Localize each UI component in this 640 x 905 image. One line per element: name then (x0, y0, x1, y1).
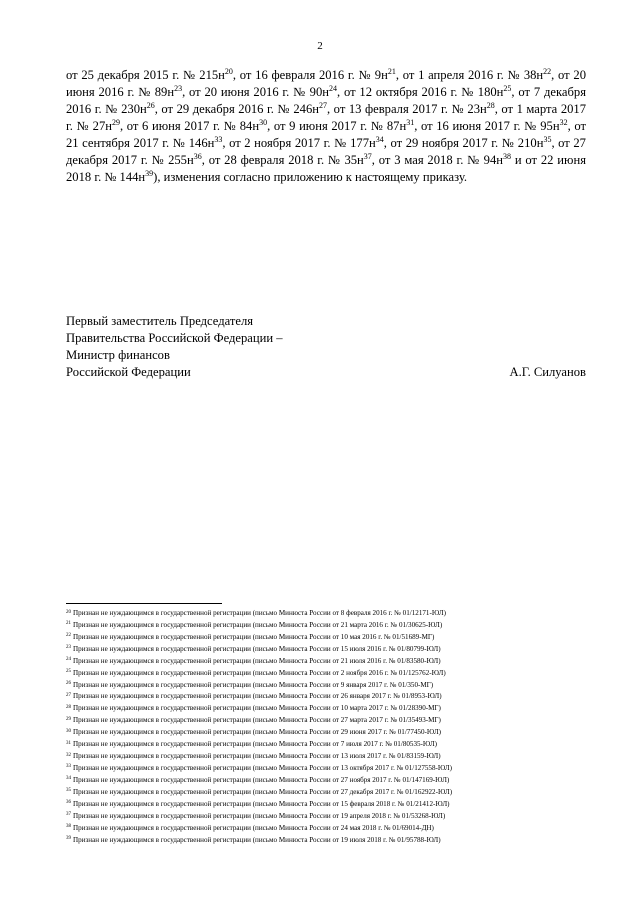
footnote-number: 26 (66, 681, 71, 687)
footnote-item (66, 751, 606, 763)
footnote-item (66, 775, 606, 787)
body-text-fragment: , от 29 декабря 2016 г. № 246н (154, 102, 319, 116)
footnote-text: Признан не нуждающимся в государственной регистрации (письмо Минюста России от 27 марта 2017 г. № 01/35493-МГ) (73, 716, 441, 725)
footnote-number: 25 (66, 669, 71, 675)
footnote-item (66, 656, 606, 668)
footnote-reference: 37 (363, 152, 372, 161)
body-text-fragment: от 25 декабря 2015 г. № 215н (66, 68, 225, 82)
footnote-item (66, 644, 606, 656)
footnote-text: Признан не нуждающимся в государственной регистрации (письмо Минюста России от 19 июля 2018 г. № 01/95788-ЮЛ) (73, 835, 441, 844)
footnote-reference: 21 (387, 67, 396, 76)
footnote-text: Признан не нуждающимся в государственной регистрации (письмо Минюста России от 8 февраля 2016 г. № 01/12171-ЮЛ) (73, 609, 446, 617)
footnotes (66, 608, 606, 846)
body-text-fragment: ), изменения согласно приложению к настоящему приказу. (153, 170, 468, 184)
footnote-reference: 28 (486, 101, 495, 110)
body-text-fragment: , от 6 июня 2017 г. № 84н (120, 119, 260, 133)
footnote-text: Признан не нуждающимся в государственной регистрации (письмо Минюста России от 15 февраля 2018 г. № 01/21412-ЮЛ) (73, 799, 450, 808)
footnote-number: 27 (66, 692, 71, 698)
footnote-number: 32 (66, 752, 71, 758)
footnote-text: Признан не нуждающимся в государственной регистрации (письмо Минюста России от 15 июля 2016 г. № 01/80799-ЮЛ) (73, 644, 441, 653)
footnote-reference: 22 (543, 67, 552, 76)
body-text-fragment: , от 9 июня 2017 г. № 87н (267, 119, 407, 133)
body-text-fragment: , от 13 февраля 2017 г. № 23н (327, 102, 487, 116)
footnote-reference: 31 (406, 118, 415, 127)
body-text-fragment: , от 28 февраля 2018 г. № 35н (201, 153, 364, 167)
footnote-number: 29 (66, 716, 71, 722)
footnote-reference: 39 (145, 169, 154, 178)
footnote-reference: 29 (112, 118, 120, 127)
body-text-fragment: , от 3 мая 2018 г. № 94н (371, 153, 504, 167)
footnote-item (66, 727, 606, 739)
footnote-text: Признан не нуждающимся в государственной регистрации (письмо Минюста России от 9 января 2017 г. № 01/350-МГ) (73, 680, 434, 689)
footnote-number: 33 (66, 764, 71, 770)
footnote-number: 37 (66, 812, 71, 818)
footnote-number: 23 (66, 645, 71, 651)
footnote-text: Признан не нуждающимся в государственной регистрации (письмо Минюста России от 26 января 2017 г. № 01/8953-ЮЛ) (73, 692, 442, 701)
footnote-item (66, 811, 606, 823)
signature-title-line-2: Правительства Российской Федерации – (66, 331, 283, 345)
footnote-reference: 32 (559, 118, 568, 127)
footnote-number: 38 (66, 824, 71, 830)
body-text-fragment: , от 16 июня 2017 г. № 95н (414, 119, 560, 133)
footnote-reference: 38 (503, 152, 512, 161)
body-text-fragment: , от 1 марта 2017 г. № 27н (66, 102, 587, 133)
footnote-text: Признан не нуждающимся в государственной регистрации (письмо Минюста России от 24 мая 2018 г. № 01/69014-ДН) (73, 823, 434, 832)
footnote-text: Признан не нуждающимся в государственной регистрации (письмо Минюста России от 10 мая 2016 г. № 01/51689-МГ) (73, 632, 435, 641)
signature-title-line-4 (66, 364, 586, 381)
footnote-text: Признан не нуждающимся в государственной регистрации (письмо Минюста России от 7 июля 2017 г. № 01/80535-ЮЛ) (73, 740, 438, 749)
signature-title-line-4-text: Российской Федерации (66, 365, 191, 379)
footnote-text: Признан не нуждающимся в государственной регистрации (письмо Минюста России от 19 апреля 2018 г. № 01/53268-ЮЛ) (73, 811, 446, 820)
footnote-number: 36 (66, 800, 71, 806)
body-text-fragment: , от 21 сентября 2017 г. № 146н (66, 119, 586, 150)
footnote-number: 30 (66, 728, 71, 734)
footnote-item (66, 835, 606, 847)
footnote-item (66, 715, 606, 727)
footnote-item (66, 799, 606, 811)
footnote-number: 34 (66, 776, 71, 782)
signature-block (66, 313, 586, 381)
body-paragraph (66, 67, 586, 186)
body-text-fragment: , от 16 февраля 2016 г. № 9н (232, 68, 388, 82)
body-text-fragment: , от 2 ноября 2017 г. № 177н (222, 136, 376, 150)
footnote-reference: 33 (214, 135, 223, 144)
footnote-reference: 23 (174, 84, 183, 93)
footnote-number: 39 (66, 836, 71, 842)
footnote-reference: 30 (259, 118, 268, 127)
footnote-reference: 24 (329, 84, 337, 93)
footnote-number: 24 (66, 657, 71, 663)
footnote-item (66, 632, 606, 644)
footnote-reference: 25 (503, 84, 512, 93)
body-text-fragment: и от 22 июня 2018 г. № 144н (66, 153, 586, 184)
footnote-item (66, 739, 606, 751)
footnote-reference: 34 (375, 135, 384, 144)
footnote-item (66, 691, 606, 703)
footnote-item (66, 668, 606, 680)
footnote-number: 21 (66, 621, 71, 627)
footnote-reference: 36 (193, 152, 202, 161)
footnote-number: 20 (66, 609, 71, 615)
signatory-name: А.Г. Силуанов (509, 365, 586, 379)
footnote-item (66, 763, 606, 775)
footnote-text: Признан не нуждающимся в государственной регистрации (письмо Минюста России от 29 июня 2017 г. № 01/77450-ЮЛ) (73, 728, 442, 737)
footnote-number: 28 (66, 704, 71, 710)
page-number: 2 (317, 40, 323, 52)
body-text-fragment: , от 1 апреля 2016 г. № 38н (395, 68, 544, 82)
footnote-reference: 27 (319, 101, 327, 110)
footnote-reference: 20 (224, 67, 233, 76)
footnote-text: Признан не нуждающимся в государственной регистрации (письмо Минюста России от 10 марта 2017 г. № 01/28390-МГ) (73, 704, 441, 713)
footnote-item (66, 823, 606, 835)
body-text-fragment: , от 27 декабря 2017 г. № 255н (66, 136, 586, 167)
footnote-text: Признан не нуждающимся в государственной регистрации (письмо Минюста России от 27 декабря 2017 г. № 01/162922-ЮЛ) (73, 787, 453, 796)
footnote-number: 22 (66, 633, 71, 639)
footnote-reference: 35 (543, 135, 552, 144)
footnote-separator (66, 603, 222, 604)
footnote-number: 35 (66, 788, 71, 794)
body-text-fragment: , от 20 июня 2016 г. № 90н (182, 85, 329, 99)
body-text-fragment: , от 7 декабря 2016 г. № 230н (66, 85, 586, 116)
footnote-text: Признан не нуждающимся в государственной регистрации (письмо Минюста России от 13 октября 2017 г. № 01/127558-ЮЛ) (73, 763, 452, 772)
footnote-text: Признан не нуждающимся в государственной регистрации (письмо Минюста России от 13 июля 2017 г. № 01/83159-ЮЛ) (73, 752, 441, 761)
signature-title-line-1: Первый заместитель Председателя (66, 314, 254, 328)
body-text-fragment: , от 29 ноября 2017 г. № 210н (383, 136, 544, 150)
footnote-text: Признан не нуждающимся в государственной регистрации (письмо Минюста России от 2 ноября 2016 г. № 01/125762-ЮЛ) (73, 668, 446, 677)
footnote-text: Признан не нуждающимся в государственной регистрации (письмо Минюста России от 21 июля 2016 г. № 01/83580-ЮЛ) (73, 656, 441, 665)
body-text-fragment: , от 12 октября 2016 г. № 180н (337, 85, 504, 99)
signature-title-line-3: Министр финансов (66, 348, 170, 362)
footnote-text: Признан не нуждающимся в государственной регистрации (письмо Минюста России от 27 ноября 2017 г. № 01/147169-ЮЛ) (73, 775, 450, 784)
footnote-number: 31 (66, 740, 71, 746)
footnote-item (66, 787, 606, 799)
footnote-item (66, 620, 606, 632)
body-text-fragment: , от 20 июня 2016 г. № 89н (66, 68, 586, 99)
footnote-text: Признан не нуждающимся в государственной регистрации (письмо Минюста России от 21 марта 2016 г. № 01/30625-ЮЛ) (73, 620, 443, 629)
footnote-reference: 26 (146, 101, 155, 110)
footnote-item (66, 703, 606, 715)
footnote-item (66, 608, 606, 620)
footnote-item (66, 680, 606, 692)
